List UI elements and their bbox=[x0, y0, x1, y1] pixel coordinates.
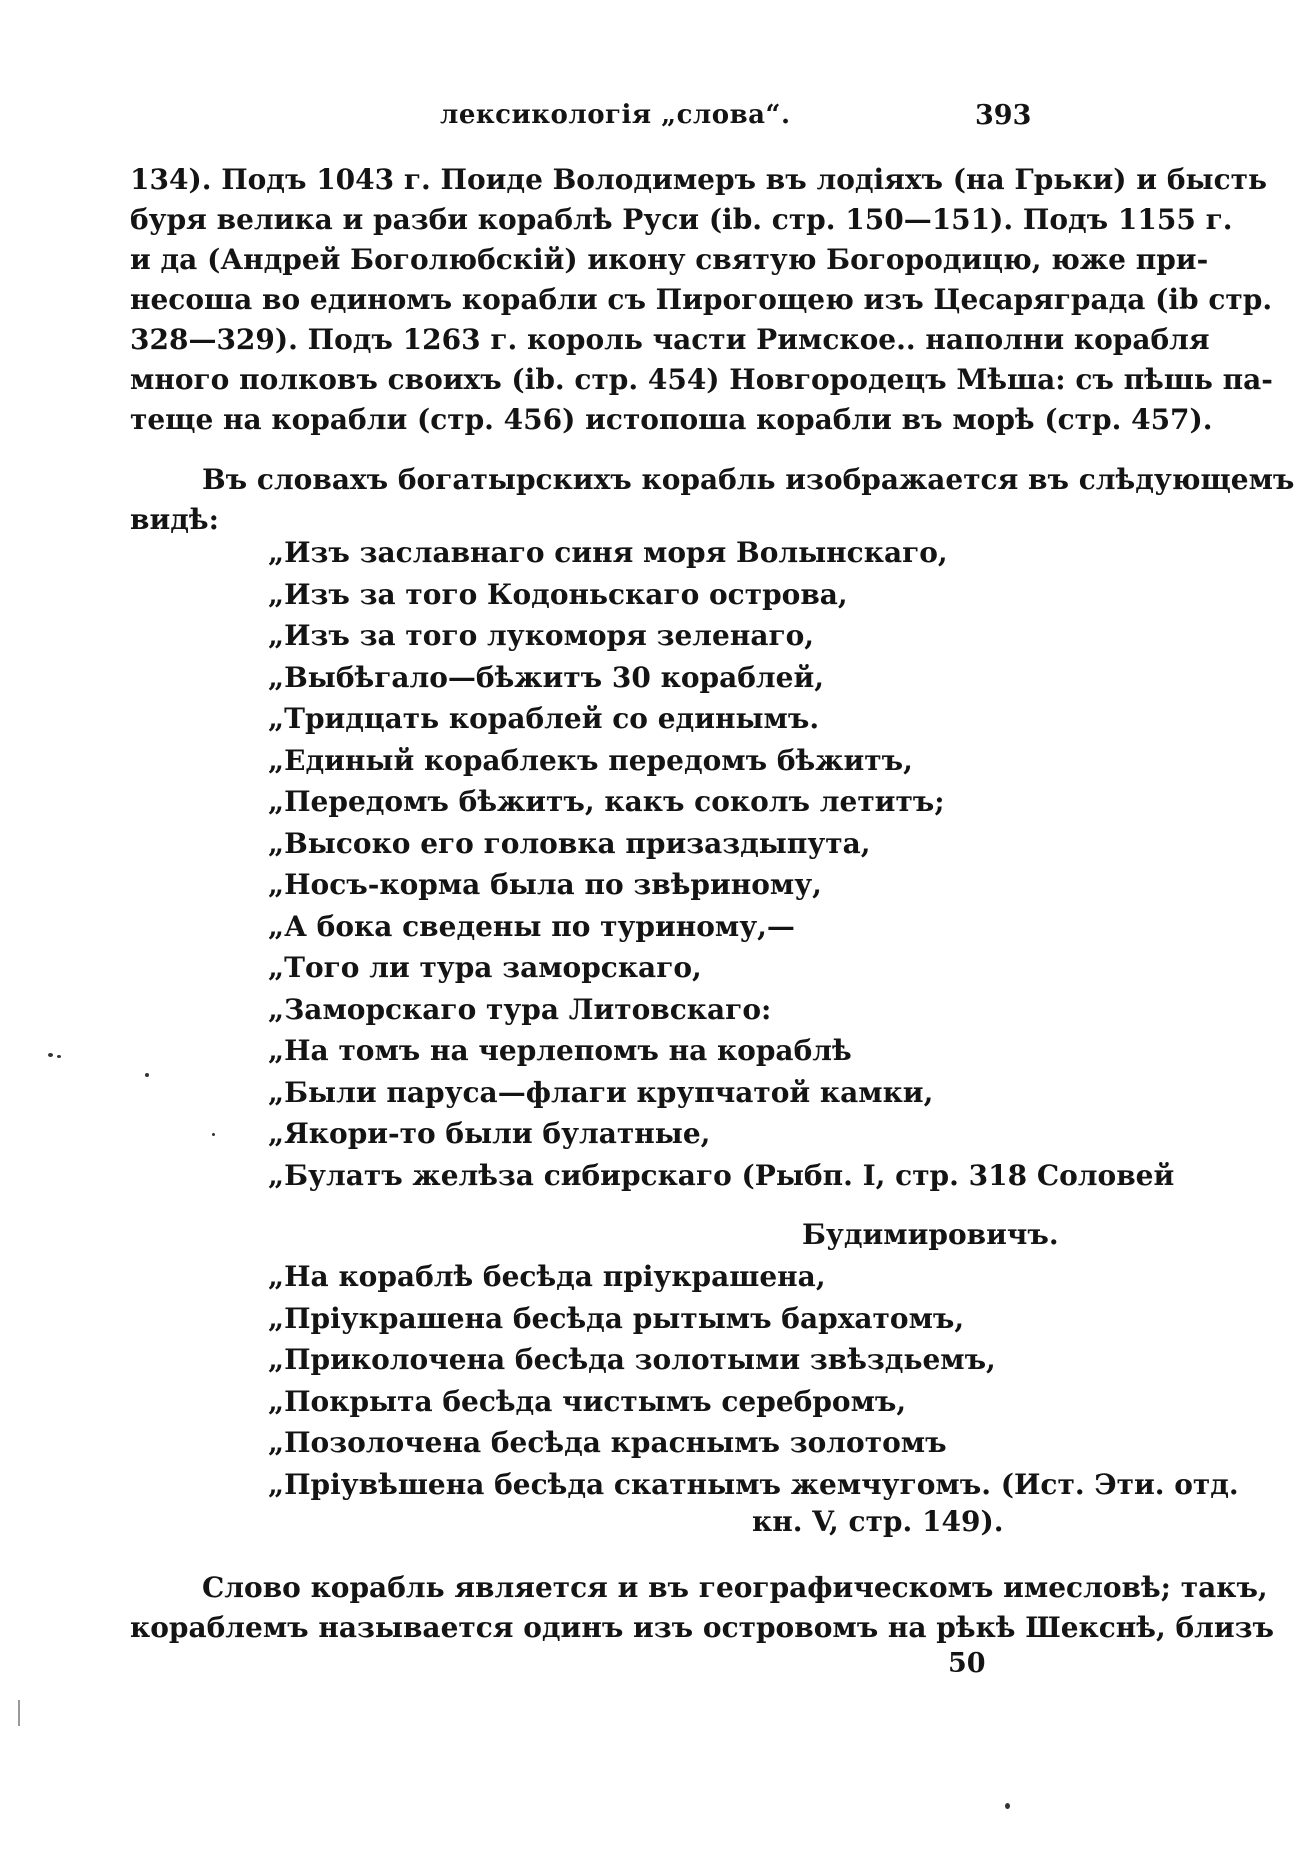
intro-paragraph bbox=[130, 460, 1294, 540]
verse-line: „Пріукрашена бесѣда рытымъ бархатомъ, bbox=[268, 1301, 965, 1335]
verse-line: „Были паруса—флаги крупчатой камки, bbox=[268, 1075, 934, 1109]
text-line: видѣ: bbox=[130, 503, 219, 536]
verse-line: „Изъ за того лукоморя зеленаго, bbox=[268, 619, 815, 652]
verse-line: „На кораблѣ бесѣда пріукрашена, bbox=[268, 1260, 826, 1293]
signature-mark: 50 bbox=[948, 1648, 986, 1679]
verse-line: „Заморскаго тура Литовскаго: bbox=[268, 992, 772, 1026]
text-line: теще на корабли (стр. 456) истопоша корабли въ морѣ (стр. 457). bbox=[130, 403, 1213, 436]
verse-line: „Позолочена бесѣда краснымъ золотомъ bbox=[268, 1426, 947, 1459]
page-number: 393 bbox=[975, 100, 1032, 131]
verse-line: „Единый кораблекъ передомъ бѣжитъ, bbox=[268, 743, 913, 777]
print-speck bbox=[57, 1055, 61, 1058]
verse-block-1 bbox=[268, 532, 1174, 1196]
verse-block-2 bbox=[268, 1256, 1239, 1505]
text-line: несоша во единомъ корабли съ Пирогощею изъ Цесаряграда (ib стр. bbox=[130, 283, 1273, 316]
text-line: много полковъ своихъ (ib. стр. 454) Новгородецъ Мѣша: съ пѣшь па- bbox=[130, 363, 1273, 396]
verse-line: „Приколочена бесѣда золотыми звѣздьемъ, bbox=[268, 1343, 996, 1376]
print-speck bbox=[48, 1053, 53, 1057]
print-speck bbox=[212, 1133, 215, 1136]
verse-line: „Изъ за того Кодоньскаго острова, bbox=[268, 577, 848, 611]
verse-line: „Носъ-корма была по звѣриному, bbox=[268, 868, 822, 901]
print-speck bbox=[1005, 1803, 1010, 1809]
verse-line: „А бока сведены по туриному,— bbox=[268, 909, 795, 943]
text-line: Слово корабль является и въ географическомъ имесловѣ; такъ, bbox=[202, 1571, 1268, 1604]
running-header: лексикологія „слова“. bbox=[440, 100, 791, 130]
text-line: и да (Андрей Боголюбскій) икону святую Богородицю, юже при- bbox=[130, 243, 1209, 276]
text-line: 134). Подъ 1043 г. Поиде Володимеръ въ лодіяхъ (на Грьки) и бысть bbox=[130, 163, 1267, 196]
verse-line: „Передомъ бѣжитъ, какъ соколъ летитъ; bbox=[268, 785, 945, 818]
verse-line: „Изъ заславнаго синя моря Волынскаго, bbox=[268, 536, 948, 569]
verse-source-continuation: Будимировичъ. bbox=[802, 1218, 1059, 1251]
verse-line: „Выбѣгало—бѣжитъ 30 кораблей, bbox=[268, 660, 824, 694]
top-paragraph bbox=[130, 160, 1273, 440]
verse-line: „Того ли тура заморскаго, bbox=[268, 951, 702, 984]
verse-line: „Тридцать кораблей со единымъ. bbox=[268, 702, 820, 735]
print-speck bbox=[145, 1073, 149, 1077]
verse-line: „Якори-то были булатные, bbox=[268, 1117, 711, 1150]
verse-last-line: „Пріувѣшена бесѣда скатнымъ жемчугомъ. (Ист. Эти. отд. bbox=[268, 1467, 1239, 1501]
verse-line: „Высоко его головка призаздыпута, bbox=[268, 826, 871, 860]
verse-source-line: „Булатъ желѣза сибирскаго (Рыбп. I, стр. 318 Соловей bbox=[268, 1158, 1175, 1192]
verse-last-continuation: кн. V, стр. 149). bbox=[752, 1505, 1004, 1538]
text-line: буря велика и разби кораблѣ Руси (ib. стр. 150—151). Подъ 1155 г. bbox=[130, 203, 1233, 236]
text-line: 328—329). Подъ 1263 г. король части Римское.. наполни корабля bbox=[130, 323, 1210, 356]
scan-edge-mark bbox=[18, 1700, 20, 1726]
text-line: Въ словахъ богатырскихъ корабль изображается въ слѣдующемъ bbox=[202, 463, 1294, 496]
bottom-paragraph bbox=[130, 1568, 1275, 1648]
verse-line: „Покрыта бесѣда чистымъ серебромъ, bbox=[268, 1384, 907, 1418]
verse-line: „На томъ на черлепомъ на кораблѣ bbox=[268, 1034, 852, 1067]
text-line: кораблемъ называется одинъ изъ островомъ на рѣкѣ Шекснѣ, близъ bbox=[130, 1611, 1275, 1644]
